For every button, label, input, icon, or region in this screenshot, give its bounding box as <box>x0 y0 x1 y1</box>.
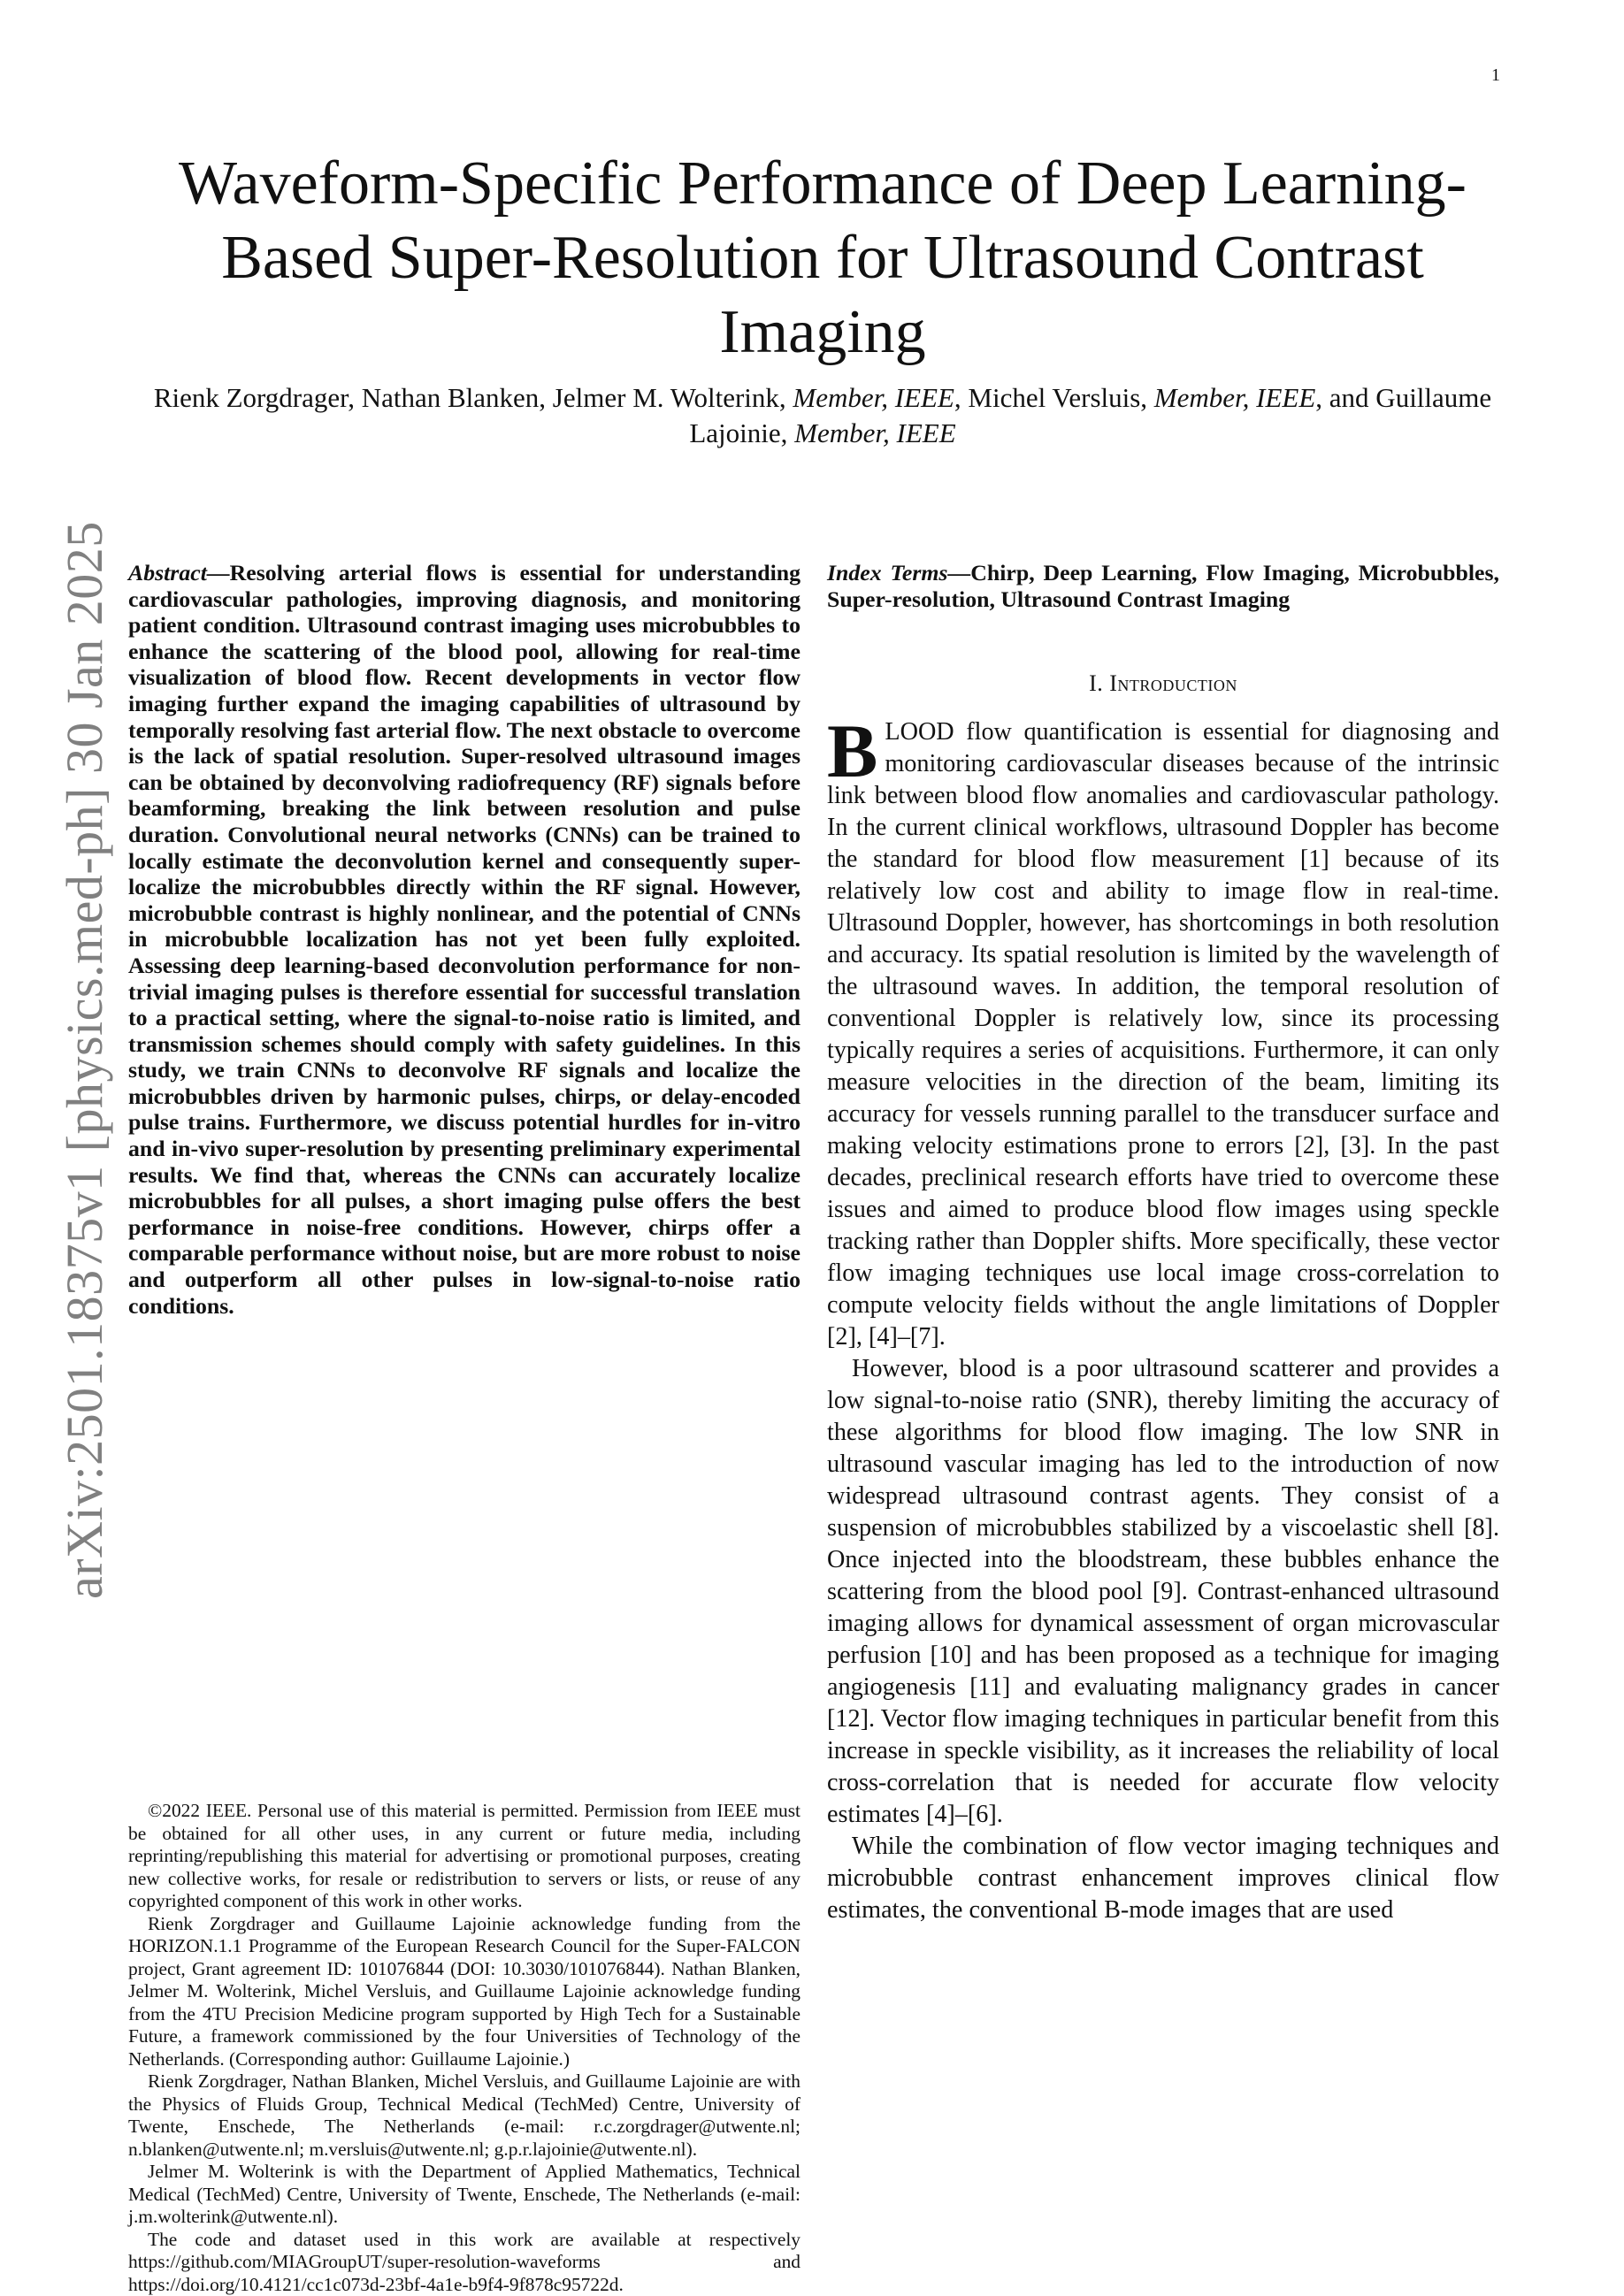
affiliation-note: Rienk Zorgdrager, Nathan Blanken, Michel Versluis, and Guillaume Lajoinie are with the Physics of Fluids Group, Technical Medical (TechMed) Centre, University of Twente, Enschede, The Netherlands (e-mail: r.c.zorgdrager@utwente.nl; n.blanken@utwente.nl; m.versluis@utwente.nl; g.p.r.lajoinie@utwente.nl). <box>128 2070 801 2161</box>
authors-part-2: , Michel Versluis, <box>954 382 1154 413</box>
arxiv-stamp: arXiv:2501.18375v1 [physics.med-ph] 30 Jan 2025 <box>55 521 114 1599</box>
code-availability-note: The code and dataset used in this work are available at respectively https://github.com/MIAGroupUT/super-resolution-waveforms and https://doi.org/10.4121/cc1c073d-23bf-4a1e-b9f4-9f878c95722d. <box>128 2229 801 2296</box>
index-terms <box>827 560 1499 612</box>
authors-part-1: Rienk Zorgdrager, Nathan Blanken, Jelmer M. Wolterink, <box>154 382 793 413</box>
intro-paragraph <box>827 716 1499 1353</box>
paper-title: Waveform-Specific Performance of Deep Learning-Based Super-Resolution for Ultrasound Contrast Imaging <box>159 147 1486 370</box>
author-list <box>133 380 1513 451</box>
copyright-note: ©2022 IEEE. Personal use of this material is permitted. Permission from IEEE must be obtained for all other uses, in any current or future media, including reprinting/republishing this material for advertising or promotional purposes, creating new collective works, for resale or redistribution to servers or lists, or reuse of any copyrighted component of this work in other works. <box>128 1800 801 1913</box>
footnotes <box>128 1800 801 2296</box>
introduction-body <box>827 716 1499 1926</box>
author-membership: Member, IEEE <box>1154 382 1316 413</box>
authors-part-3: , and Guillaume Lajoinie, <box>689 382 1491 448</box>
affiliation-note: Jelmer M. Wolterink is with the Department of Applied Mathematics, Technical Medical (TechMed) Centre, University of Twente, Enschede, The Netherlands (e-mail: j.m.wolterink@utwente.nl). <box>128 2161 801 2229</box>
funding-note: Rienk Zorgdrager and Guillaume Lajoinie acknowledge funding from the HORIZON.1.1 Programme of the European Research Council for the Super-FALCON project, Grant agreement ID: 101076844 (DOI: 10.3030/101076844). Nathan Blanken, Jelmer M. Wolterink, Michel Versluis, and Guillaume Lajoinie acknowledge funding from the 4TU Precision Medicine program supported by High Tech for a Sustainable Future, a framework commissioned by the four Universities of Technology of the Netherlands. (Corresponding author: Guillaume Lajoinie.) <box>128 1913 801 2071</box>
abstract <box>128 560 801 1319</box>
author-membership: Member, IEEE <box>793 382 954 413</box>
section-number: I. <box>1089 670 1109 696</box>
abstract-label: Abstract— <box>128 560 230 585</box>
index-terms-text: Chirp, Deep Learning, Flow Imaging, Microbubbles, Super-resolution, Ultrasound Contrast Imaging <box>827 560 1499 612</box>
page-number: 1 <box>1491 65 1500 86</box>
section-heading <box>827 670 1499 697</box>
section-title: Introduction <box>1109 670 1237 696</box>
intro-paragraph: However, blood is a poor ultrasound scatterer and provides a low signal-to-noise ratio (SNR), thereby limiting the accuracy of these algorithms for blood flow imaging. The low SNR in ultrasound vascular imaging has led to the introduction of now widespread ultrasound contrast agents. They consist of a suspension of microbubbles stabilized by a viscoelastic shell [8]. Once injected into the bloodstream, these bubbles enhance the scattering from the blood pool [9]. Contrast-enhanced ultrasound imaging allows for dynamical assessment of organ microvascular perfusion [10] and has been proposed as a technique for imaging angiogenesis [11] and evaluating malignancy grades in cancer [12]. Vector flow imaging techniques in particular benefit from this increase in speckle visibility, as it increases the reliability of local cross-correlation that is needed for accurate flow velocity estimates [4]–[6]. <box>827 1353 1499 1831</box>
author-membership: Member, IEEE <box>794 417 956 448</box>
abstract-text: Resolving arterial flows is essential for understanding cardiovascular pathologies, improving diagnosis, and monitoring patient condition. Ultrasound contrast imaging uses microbubbles to enhance the scattering of the blood pool, allowing for real-time visualization of blood flow. Recent developments in vector flow imaging further expand the imaging capabilities of ultrasound by temporally resolving fast arterial flow. The next obstacle to overcome is the lack of spatial resolution. Super-resolved ultrasound images can be obtained by deconvolving radiofrequency (RF) signals before beamforming, breaking the link between resolution and pulse duration. Convolutional neural networks (CNNs) can be trained to locally estimate the deconvolution kernel and consequently super-localize the microbubbles directly within the RF signal. However, microbubble contrast is highly nonlinear, and the potential of CNNs in microbubble localization has not yet been fully exploited. Assessing deep learning-based deconvolution performance for non-trivial imaging pulses is therefore essential for successful translation to a practical setting, where the signal-to-noise ratio is limited, and transmission schemes should comply with safety guidelines. In this study, we train CNNs to deconvolve RF signals and localize the microbubbles driven by harmonic pulses, chirps, or delay-encoded pulse trains. Furthermore, we discuss potential hurdles for in-vitro and in-vivo super-resolution by presenting preliminary experimental results. We find that, whereas the CNNs can accurately localize microbubbles for all pulses, a short imaging pulse offers the best performance in noise-free conditions. However, chirps offer a comparable performance without noise, but are more robust to noise and outperform all other pulses in low-signal-to-noise ratio conditions. <box>128 560 801 1319</box>
intro-paragraph-text: LOOD flow quantification is essential for diagnosing and monitoring cardiovascular diseases because of the intrinsic link between blood flow anomalies and cardiovascular pathology. In the current clinical workflows, ultrasound Doppler has become the standard for blood flow measurement [1] because of its relatively low cost and ability to image flow in real-time. Ultrasound Doppler, however, has shortcomings in both resolution and accuracy. Its spatial resolution is limited by the wavelength of the ultrasound waves. In addition, the temporal resolution of conventional Doppler is relatively low, since its processing typically requires a series of acquisitions. Furthermore, it can only measure velocities in the direction of the beam, limiting its accuracy for vessels running parallel to the transducer surface and making velocity estimations prone to errors [2], [3]. In the past decades, preclinical research efforts have tried to overcome these issues and aimed to produce blood flow images using speckle tracking rather than Doppler shifts. More specifically, these vector flow imaging techniques use local image cross-correlation to compute velocity fields without the angle limitations of Doppler [2], [4]–[7]. <box>827 718 1499 1351</box>
drop-cap: B <box>827 722 877 780</box>
intro-paragraph: While the combination of flow vector imaging techniques and microbubble contrast enhancement improves clinical flow estimates, the conventional B-mode images that are used <box>827 1831 1499 1926</box>
index-terms-label: Index Terms— <box>827 560 970 585</box>
